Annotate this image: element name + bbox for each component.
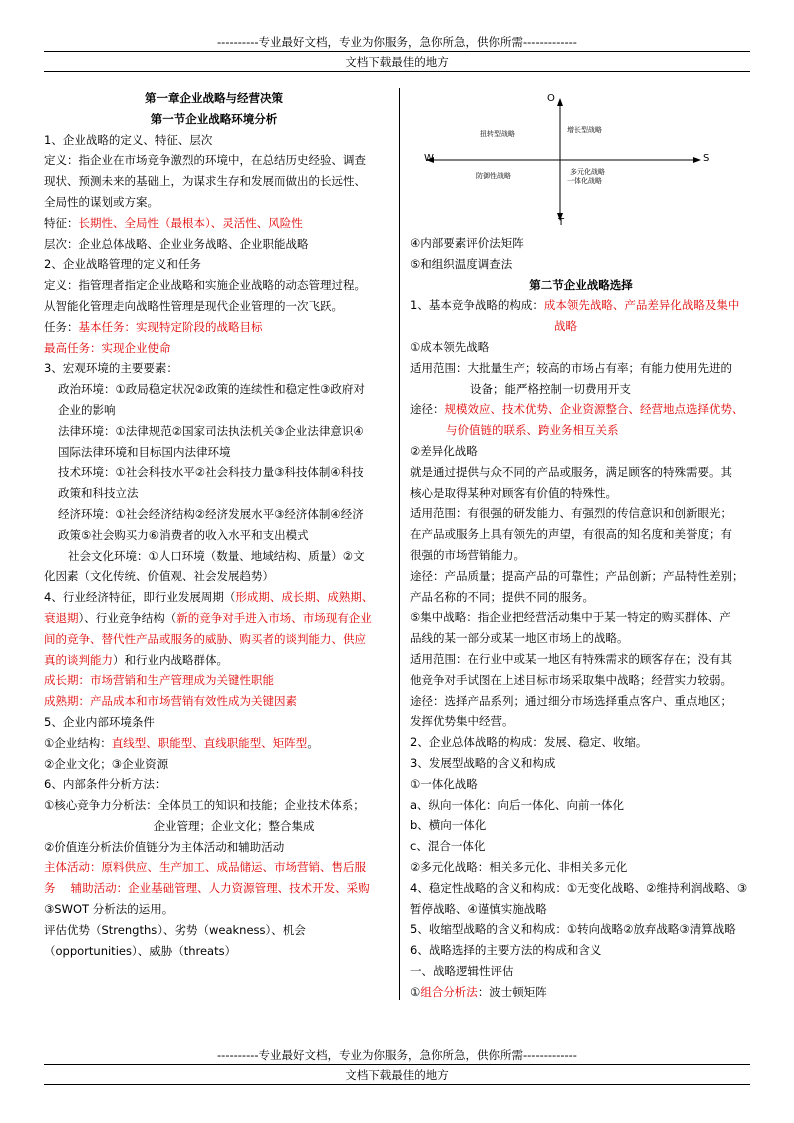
text-line: ①组合分析法：波士顿矩阵 — [410, 984, 547, 999]
text-line: ②价值连分析法价值链分为主体活动和辅助活动 — [44, 839, 285, 854]
header-rule-top — [44, 51, 750, 52]
text-line: 4、稳定性战略的含义和构成：①无变化战略、②维持利润战略、③ — [410, 880, 748, 895]
text-line: 成长期：市场营销和生产管理成为关键性职能 — [44, 673, 274, 688]
text-line: 2、企业战略管理的定义和任务 — [44, 257, 201, 272]
quadrant-label: 扭转型战略 — [480, 130, 515, 138]
text-line: 任务：基本任务：实现特定阶段的战略目标 — [44, 319, 263, 334]
text-line: ①企业结构：直线型、职能型、直线职能型、矩阵型。 — [44, 735, 319, 750]
text-line: 核心是取得某种对顾客有价值的特殊性。 — [410, 485, 617, 500]
text-line: 5、企业内部环境条件 — [44, 714, 155, 729]
text-line: ②企业文化；③企业资源 — [44, 756, 169, 771]
text-line: 一、战略逻辑性评估 — [410, 963, 514, 978]
footer-rule-bottom — [44, 1084, 750, 1085]
text-line: 成熟期：产品成本和市场营销有效性成为关键因素 — [44, 694, 297, 709]
footer-banner: ----------专业最好文档，专业为你服务，急你所急，供你所需------------- — [217, 1048, 577, 1062]
text-line: 定义：指企业在市场竞争激烈的环境中，在总结历史经验、调查 — [44, 153, 366, 168]
axis-label-s: S — [703, 153, 710, 164]
text-line: 评估优势（Strengths）、劣势（weakness）、机会 — [44, 922, 306, 937]
text-line: ④内部要素评价法矩阵 — [410, 236, 524, 250]
text-line: 途径：规模效应、技术优势、企业资源整合、经营地点选择优势、 — [410, 402, 744, 417]
text-line: 暂停战略、④谨慎实施战略 — [410, 901, 547, 916]
text-line: 技术环境：①社会科技水平②社会科技力量③科技体制④科技 — [58, 465, 364, 480]
text-line: 1、企业战略的定义、特征、层次 — [44, 132, 213, 147]
text-line: b、横向一体化 — [410, 818, 487, 833]
chapter-title: 第一章企业战略与经营决策 — [145, 91, 283, 105]
text-line: 品线的某一部分或某一地区市场上的战略。 — [410, 631, 629, 646]
text-line: 国际法律环境和目标国内法律环境 — [58, 444, 231, 459]
text-line: 途径：产品质量；提高产品的可靠性；产品创新；产品特性差别； — [410, 568, 744, 583]
text-line: 途径：选择产品系列；通过细分市场选择重点客户、重点地区； — [410, 693, 732, 708]
text-line: 很强的市场营销能力。 — [410, 547, 525, 562]
text-line: ⑤集中战略：指企业把经营活动集中于某一特定的购买群体、产 — [410, 610, 731, 625]
quadrant-label: 增长型战略 — [567, 126, 602, 134]
text-line: 他竞争对手试图在上述目标市场采取集中战略；经营实力较弱。 — [410, 672, 732, 687]
axis-label-w: W — [424, 153, 434, 164]
text-line: ①一体化战略 — [410, 776, 478, 791]
text-line: 企业管理；企业文化；整合集成 — [153, 818, 315, 833]
section-title: 第二节企业战略选择 — [529, 277, 633, 292]
text-line: ①成本领先战略 — [410, 339, 490, 354]
text-line: 务 辅助活动：企业基础管理、人力资源管理、技术开发、采购 — [44, 881, 370, 896]
text-line: c、混合一体化 — [410, 839, 486, 854]
text-line: ③SWOT 分析法的运用。 — [44, 902, 174, 917]
text-line: 3、宏观环境的主要要素： — [44, 361, 178, 376]
text-line: 就是通过提供与众不同的产品或服务，满足顾客的特殊需要。其 — [410, 464, 732, 479]
text-line: 化因素（文化传统、价值观、社会发展趋势） — [44, 569, 274, 584]
header-rule-bottom — [44, 71, 750, 72]
text-line: 设备；能严格控制一切费用开支 — [470, 381, 631, 396]
text-line: 特征：长期性、全局性（最根本）、灵活性、风险性 — [44, 215, 303, 230]
text-line: ②多元化战略：相关多元化、非相关多元化 — [410, 859, 628, 874]
footer-rule-top — [44, 1064, 750, 1065]
text-line: 与价值链的联系、跨业务相互关系 — [446, 423, 619, 438]
text-line: 政治环境：①政局稳定状况②政策的连续性和稳定性③政府对 — [58, 382, 365, 397]
text-line: 1、基本竞争战略的构成：成本领先战略、产品差异化战略及集中 — [410, 298, 740, 313]
header-banner: ----------专业最好文档，专业为你服务，急你所急，供你所需------------- — [217, 35, 577, 49]
text-line: 产品名称的不同；提供不同的服务。 — [410, 589, 594, 604]
text-line: 法律环境：①法律规范②国家司法执法机关③企业法律意识④ — [58, 423, 364, 438]
text-line: 5、收缩型战略的含义和构成：①转向战略②放弃战略③清算战略 — [410, 922, 736, 937]
swot-axes — [410, 88, 740, 233]
axis-label-o: O — [547, 93, 555, 104]
text-line: 最高任务：实现企业使命 — [44, 340, 171, 355]
text-line: 适用范围：在行业中或某一地区有特殊需求的顾客存在；没有其 — [410, 651, 732, 666]
text-line: 政策和科技立法 — [58, 486, 139, 501]
quadrant-label: 一体化战略 — [567, 177, 602, 185]
text-line: 发挥优势集中经营。 — [410, 714, 514, 729]
text-line: a、纵向一体化：向后一体化、向前一体化 — [410, 797, 625, 812]
text-line: 现状、预测未来的基础上，为谋求生存和发展而做出的长远性、 — [44, 174, 366, 189]
text-line: 全局性的谋划或方案。 — [44, 194, 159, 209]
text-line: 定义：指管理者指定企业战略和实施企业战略的动态管理过程。 — [44, 278, 366, 293]
swot-matrix-diagram — [410, 88, 740, 233]
text-line: 政策⑤社会购买力⑥消费者的收入水平和支出模式 — [58, 527, 309, 542]
text-line: 层次：企业总体战略、企业业务战略、企业职能战略 — [44, 236, 309, 251]
text-line: 主体活动：原料供应、生产加工、成品储运、市场营销、售后服 — [44, 860, 366, 875]
text-line: 间的竞争、替代性产品或服务的威胁、购买者的谈判能力、供应 — [44, 631, 366, 646]
section-title: 第一节企业战略环境分析 — [150, 111, 278, 126]
text-line: 6、战略选择的主要方法的构成和含义 — [410, 943, 602, 958]
text-line: ①核心竞争力分析法：全体员工的知识和技能；企业技术体系； — [44, 798, 365, 813]
column-divider — [399, 88, 400, 1000]
text-line: 衰退期）、行业竞争结构（新的竞争对手进入市场、市场现有企业 — [44, 610, 372, 625]
text-line: 经济环境：①社会经济结构②经济发展水平③经济体制④经济 — [58, 506, 364, 521]
text-line: 适用范围：大批量生产；较高的市场占有率；有能力使用先进的 — [410, 360, 732, 375]
text-line: 6、内部条件分析方法： — [44, 777, 167, 792]
header-subtitle: 文档下载最佳的地方 — [345, 55, 449, 69]
text-line: 适用范围：有很强的研发能力、有强烈的传信意识和创新眼光； — [410, 506, 732, 521]
text-line: 真的谈判能力）和行业内战略群体。 — [44, 652, 228, 667]
text-line: 社会文化环境：①人口环境（数量、地域结构、质量）②文 — [68, 548, 365, 563]
text-line: 4、行业经济特征，即行业发展周期（形成期、成长期、成熟期、 — [44, 590, 374, 605]
quadrant-label: 防御性战略 — [476, 172, 511, 180]
quadrant-label: 多元化战略 — [570, 168, 605, 176]
text-line: 战略 — [554, 319, 577, 334]
text-line: ②差异化战略 — [410, 443, 478, 458]
axis-label-t: T — [558, 217, 565, 228]
text-line: （opportunities）、威胁（threats） — [44, 943, 237, 958]
text-line: ⑤和组织温度调查法 — [410, 256, 513, 271]
text-line: 在产品或服务上具有领先的声望，有很高的知名度和美誉度；有 — [410, 527, 732, 542]
right-column — [410, 88, 752, 1002]
text-line: 企业的影响 — [58, 402, 116, 417]
footer-subtitle: 文档下载最佳的地方 — [345, 1068, 449, 1082]
text-line: 2、企业总体战略的构成：发展、稳定、收缩。 — [410, 735, 648, 750]
text-line: 从智能化管理走向战略性管理是现代企业管理的一次飞跃。 — [44, 298, 343, 313]
left-column — [44, 88, 384, 961]
text-line: 3、发展型战略的含义和构成 — [410, 755, 556, 770]
